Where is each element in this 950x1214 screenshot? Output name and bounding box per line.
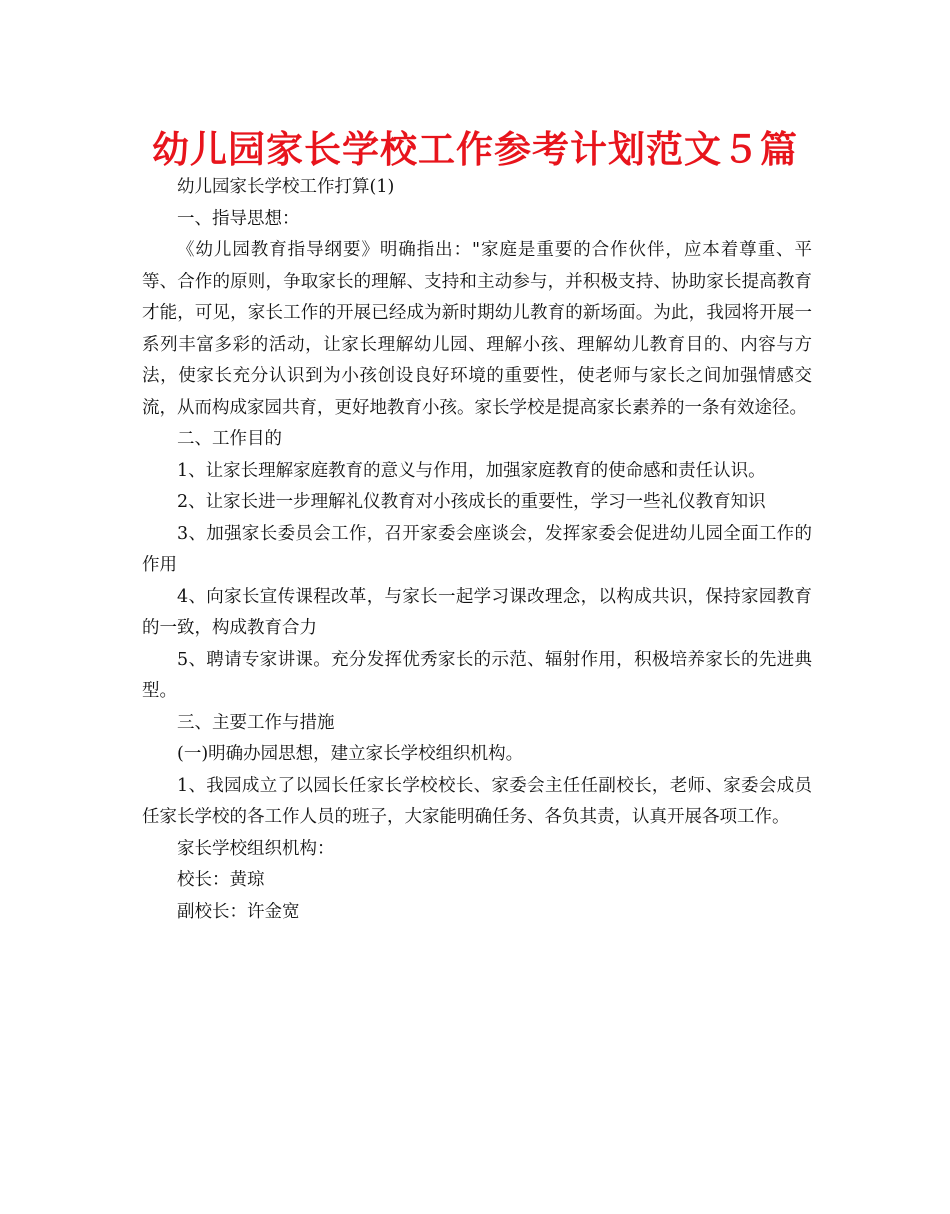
org-vice-principal: 副校长：许金宽 [177,901,300,922]
goal-item-5: 5、聘请专家讲课。充分发挥优秀家长的示范、辐射作用，积极培养家长的先进典型。 [142,649,812,701]
org-principal: 校长：黄琼 [177,870,265,890]
document-title: 幼儿园家长学校工作参考计划范文５篇 [152,128,798,171]
document-body [142,172,812,928]
section-subtitle: 幼儿园家长学校工作打算(1) [177,177,395,197]
heading-guiding-ideology: 一、指导思想： [177,208,300,229]
goal-item-3: 3、加强家长委员会工作，召开家委会座谈会，发挥家委会促进幼儿园全面工作的作用 [142,523,812,575]
goal-item-2: 2、让家长进一步理解礼仪教育对小孩成长的重要性，学习一些礼仪教育知识 [177,492,766,512]
paragraph-guiding-ideology: 《幼儿园教育指导纲要》明确指出："家庭是重要的合作伙伴，应本着尊重、平等、合作的原则，争取家长的理解、支持和主动参与，并积极支持、协助家长提高教育才能，可见，家长工作的开展已经成为新时期幼儿教育的新场面。为此，我园将开展一系列丰富多彩的活动，让家长理解幼儿园、理解小孩、理解幼儿教育目的、内容与方法，使家长充分认识到为小孩创设良好环境的重要性，使老师与家长之间加强情感交流，从而构成家园共育，更好地教育小孩。家长学校是提高家长素养的一条有效途径。 [142,240,812,418]
heading-main-work: 三、主要工作与措施 [177,712,335,733]
goal-item-1: 1、让家长理解家庭教育的意义与作用，加强家庭教育的使命感和责任认识。 [177,460,766,481]
heading-work-goals: 二、工作目的 [177,429,282,449]
paragraph-organization: 1、我园成立了以园长任家长学校校长、家委会主任任副校长，老师、家委会成员任家长学校的各工作人员的班子，大家能明确任务、各负其责，认真开展各项工作。 [142,775,812,827]
org-structure-label: 家长学校组织机构： [177,838,335,859]
subheading-organization: (一)明确办园思想，建立家长学校组织机构。 [177,744,524,764]
goal-item-4: 4、向家长宣传课程改革，与家长一起学习课改理念，以构成共识，保持家园教育的一致，构成教育合力 [142,586,812,638]
